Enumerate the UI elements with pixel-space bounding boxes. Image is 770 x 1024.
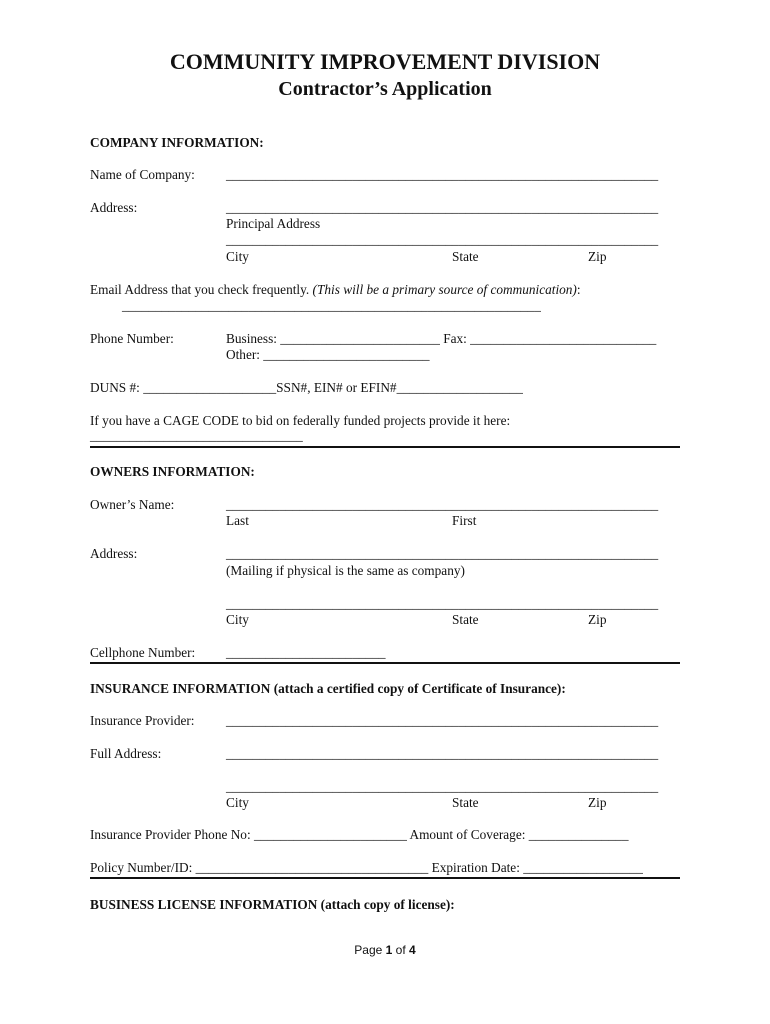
section-divider bbox=[90, 877, 680, 879]
of-word: of bbox=[392, 943, 410, 957]
company-city-caption: City bbox=[226, 249, 249, 264]
page-number: 1 bbox=[385, 943, 393, 957]
company-name-label: Name of Company: bbox=[90, 167, 195, 182]
owner-city-state-zip-field[interactable]: _________________________________________________________________ bbox=[226, 596, 659, 611]
principal-address-caption: Principal Address bbox=[226, 216, 321, 231]
owner-name-label: Owner’s Name: bbox=[90, 497, 175, 512]
email-prompt bbox=[90, 282, 581, 298]
owners-info-heading: OWNERS INFORMATION: bbox=[90, 464, 255, 479]
owner-first-caption: First bbox=[452, 513, 477, 528]
insurance-address-label: Full Address: bbox=[90, 746, 162, 761]
company-name-field[interactable]: _________________________________________________________________ bbox=[226, 167, 659, 182]
company-state-caption: State bbox=[452, 249, 479, 264]
insurance-city-state-zip-field[interactable]: _________________________________________________________________ bbox=[226, 779, 659, 794]
business-license-heading: BUSINESS LICENSE INFORMATION (attach copy of license): bbox=[90, 897, 455, 912]
owner-state-caption: State bbox=[452, 612, 479, 627]
company-zip-caption: Zip bbox=[588, 249, 607, 264]
owner-zip-caption: Zip bbox=[588, 612, 607, 627]
other-phone-field[interactable]: Other: _________________________ bbox=[226, 347, 430, 362]
cage-code-prompt: If you have a CAGE CODE to bid on federally funded projects provide it here: bbox=[90, 413, 511, 428]
section-divider bbox=[90, 446, 680, 448]
insurance-provider-label: Insurance Provider: bbox=[90, 713, 195, 728]
email-field[interactable]: _______________________________________________________________ bbox=[122, 298, 541, 313]
company-info-heading: COMPANY INFORMATION: bbox=[90, 135, 264, 150]
duns-ssn-field[interactable]: DUNS #: ____________________SSN#, EIN# or EFIN#___________________ bbox=[90, 380, 523, 395]
page-word: Page bbox=[354, 943, 386, 957]
document-subtitle: Contractor’s Application bbox=[278, 78, 492, 100]
company-address-label: Address: bbox=[90, 200, 138, 215]
section-divider bbox=[90, 662, 680, 664]
insurance-state-caption: State bbox=[452, 795, 479, 810]
policy-expiration-field[interactable]: Policy Number/ID: ___________________________________ Expiration Date: __________________ bbox=[90, 860, 643, 875]
document-title: COMMUNITY IMPROVEMENT DIVISION bbox=[169, 49, 601, 74]
insurance-zip-caption: Zip bbox=[588, 795, 607, 810]
email-note: (This will be a primary source of communication) bbox=[312, 282, 577, 297]
email-prompt-text: Email Address that you check frequently. bbox=[90, 282, 313, 297]
business-fax-field[interactable]: Business: ________________________ Fax: ____________________________ bbox=[226, 331, 657, 346]
page-footer bbox=[0, 943, 770, 957]
owner-address-field[interactable]: _________________________________________________________________ bbox=[226, 546, 659, 561]
company-city-state-zip-field[interactable]: _________________________________________________________________ bbox=[226, 232, 659, 247]
insurance-info-heading: INSURANCE INFORMATION (attach a certified copy of Certificate of Insurance): bbox=[90, 681, 566, 696]
mailing-caption: (Mailing if physical is the same as company) bbox=[226, 563, 465, 578]
cellphone-label: Cellphone Number: bbox=[90, 645, 196, 660]
insurance-address-field[interactable]: _________________________________________________________________ bbox=[226, 746, 659, 761]
cellphone-field[interactable]: ________________________ bbox=[226, 645, 386, 660]
owner-last-caption: Last bbox=[226, 513, 249, 528]
insurance-city-caption: City bbox=[226, 795, 249, 810]
owner-city-caption: City bbox=[226, 612, 249, 627]
cage-code-field[interactable]: ________________________________ bbox=[90, 428, 303, 443]
phone-label: Phone Number: bbox=[90, 331, 174, 346]
insurance-provider-field[interactable]: _________________________________________________________________ bbox=[226, 713, 659, 728]
company-address-field[interactable]: _________________________________________________________________ bbox=[226, 200, 659, 215]
owner-name-field[interactable]: _________________________________________________________________ bbox=[226, 497, 659, 512]
page-total: 4 bbox=[409, 943, 416, 957]
owner-address-label: Address: bbox=[90, 546, 138, 561]
insurance-phone-coverage-field[interactable]: Insurance Provider Phone No: _______________________ Amount of Coverage: _______________ bbox=[90, 827, 629, 842]
email-colon: : bbox=[576, 282, 581, 297]
